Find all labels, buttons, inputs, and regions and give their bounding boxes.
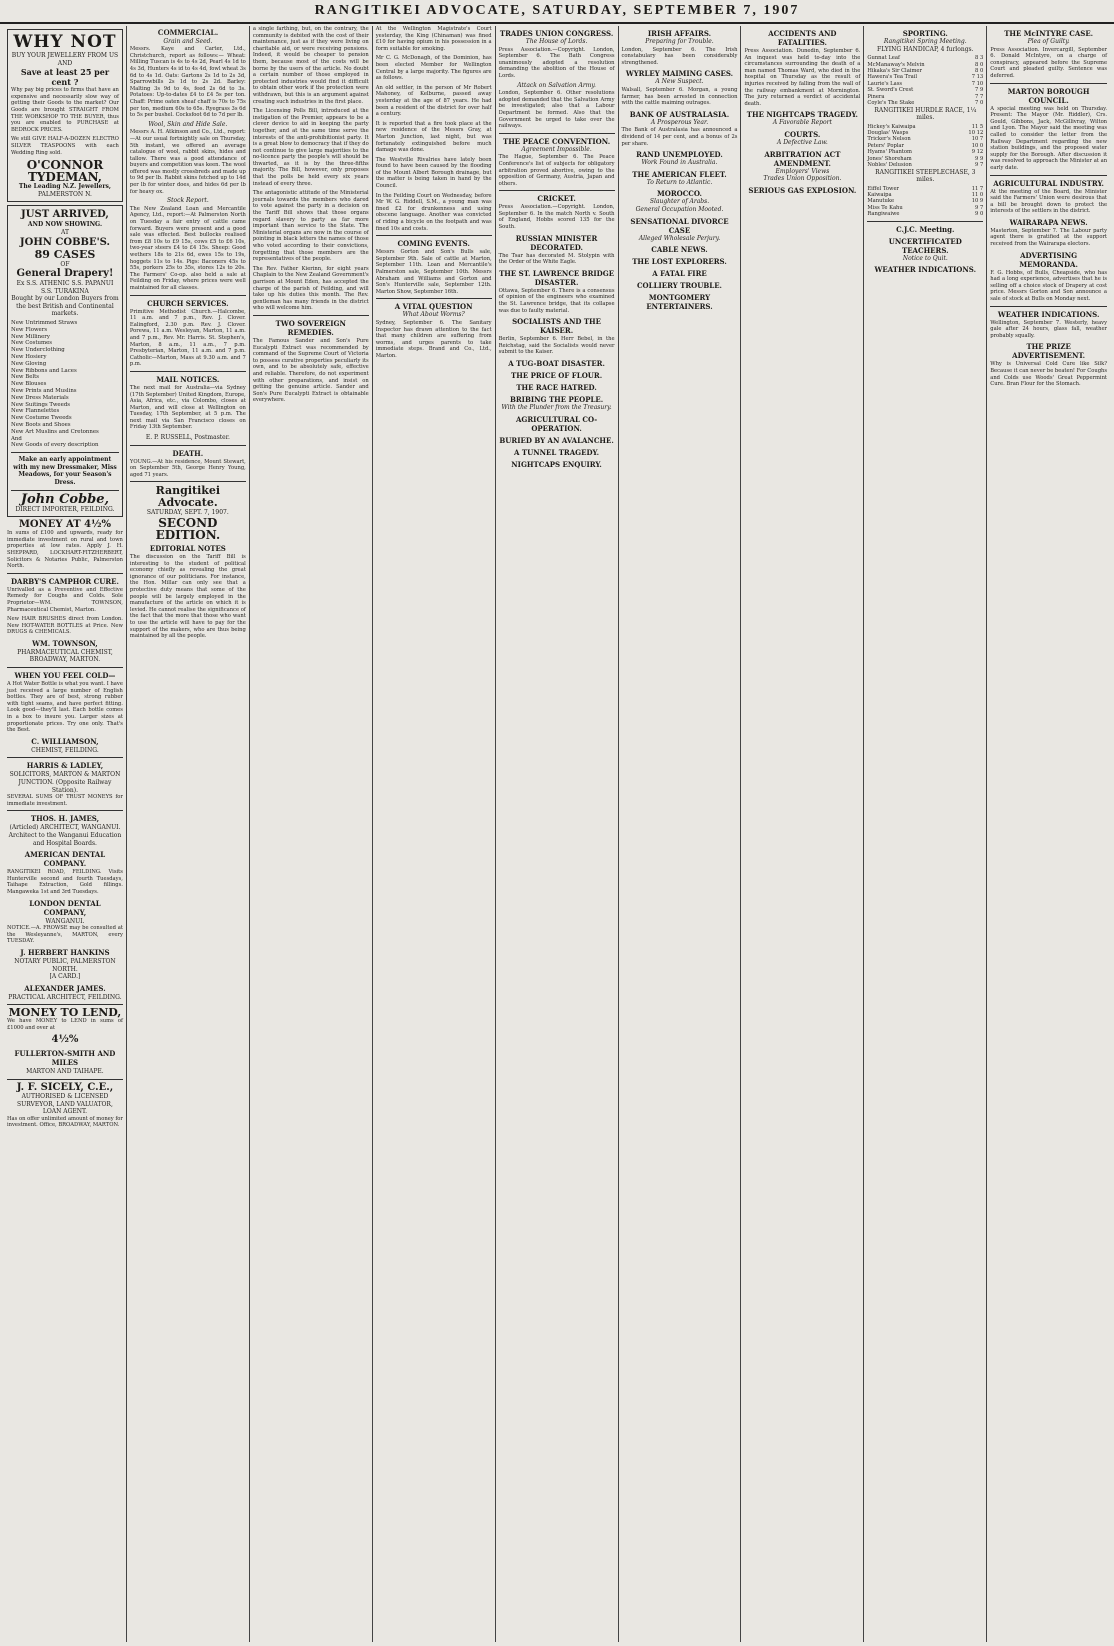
edition-date: SATURDAY, SEPT. 7, 1907. xyxy=(146,509,229,517)
race-entry-weight: 9 7 xyxy=(975,162,984,169)
heading-teachers: UNCERTIFICATED TEACHERS. xyxy=(888,236,962,255)
ad-lend-rate: 4½% xyxy=(51,1034,79,1046)
race-entry-horse: Hikaka's Sir Claimer xyxy=(867,68,922,74)
masthead: RANGITIKEI ADVOCATE, SATURDAY, SEPTEMBER 7, 1907 xyxy=(0,0,1114,24)
ad-cobbe-sigsub: DIRECT IMPORTER, FEILDING. xyxy=(15,505,115,513)
article-local-3: An old settler, in the person of Mr Robert Mahoney, of Kelburne, passed away yesterday at the age of 87 years. He had been a resident of the district for over half a century. xyxy=(375,84,492,118)
subheading-guilt: Notice to Quit. xyxy=(902,254,948,262)
ad-cobbe-bought: Bought by our London Buyers from the best British and Continental markets. xyxy=(11,295,119,318)
race-entry-weight: 7 10 xyxy=(971,80,984,87)
ad-cobbe-list-item: New Costumes xyxy=(11,340,53,347)
divider xyxy=(499,190,615,191)
divider xyxy=(7,810,123,811)
heading-wyrley: WYRLEY MAIMING CASES. xyxy=(625,69,734,79)
heading-church: CHURCH SERVICES. xyxy=(147,298,229,308)
ad-cobbe-list-item: New Goods of every description xyxy=(11,442,99,449)
heading-weather-2: WEATHER INDICATIONS. xyxy=(874,265,977,275)
heading-cricket: CRICKET. xyxy=(537,194,576,204)
article-vital: Sydney, September 6. The Sanitary Inspector has drawn attention to the fact that many children are suffering from worms, and urges parents to take immediate steps. Brand and Co., Ltd., Marton. xyxy=(375,319,492,359)
heading-flying: FLYING HANDICAP, 4 furlongs. xyxy=(877,45,974,53)
heading-sporting: SPORTING. xyxy=(902,29,948,38)
divider xyxy=(990,83,1107,84)
heading-accidents: ACCIDENTS AND FATALITIES. xyxy=(768,29,837,47)
heading-nightcaps-tragedy: THE NIGHTCAPS TRAGEDY. xyxy=(746,110,858,120)
heading-bank: BANK OF AUSTRALASIA. xyxy=(629,109,730,119)
divider xyxy=(7,1079,123,1080)
article-wool: Messrs A. H. Atkinson and Co., Ltd., report:—At our usual fortnightly sale on Thursday, 5th instant, we offered an average catalogue of wool, rabbit skins, hides and tallow. There was a good attendance of buyers and competition was keen. The wool offered was mostly crossbreds and made up to 9d per lb. Rabbit skins fetched up to 14d per lb for winter does, and hides 6d per lb for heavy ox. xyxy=(129,129,246,195)
race-entry-weight: 10 0 xyxy=(971,142,984,149)
article-local-5: The Westville Rivalries have lately been found to have been caused by the flooding of the Mount Albert Borough drainage, but the matter is being taken in hand by the Council. xyxy=(375,156,492,190)
divider xyxy=(376,235,492,236)
article-local-4: It is reported that a fire took place at the new residence of the Messrs Gray, at Marton Junction, last night, but was fortunately extinguished before much damage was done. xyxy=(375,120,492,154)
article-postmaster: E. P. RUSSELL, Postmaster. xyxy=(145,434,230,442)
heading-hatred: THE RACE HATRED. xyxy=(516,383,597,392)
race-entry-weight: 9 0 xyxy=(975,211,984,218)
ad-james-name: THOS. H. JAMES, xyxy=(30,814,100,824)
article-weather: Wellington, September 7. Westerly, heavy gale after 24 hours, glass fall, weather probably squally. xyxy=(990,319,1108,339)
subheading-lords: The House of Lords. xyxy=(525,38,588,45)
article-prize: Why is Universal Cold Cure like Silk? Because it can never be beaten! For Coughs and Colds use Woods' Great Peppermint Cure. Bran Flour for the Stomach. xyxy=(990,361,1108,388)
article-cricket: Press Association.—Copyright. London, September 6. In the match North v. South of England, Hobbs scored 135 for the South. xyxy=(498,204,615,231)
heading-cjc: C.J.C. Meeting. xyxy=(896,224,955,234)
article-kaiser: Berlin, September 6. Herr Bebel, in the Reichstag, said the Socialists would never submit to the Kaiser. xyxy=(498,336,615,356)
race-entry-weight: 8 3 xyxy=(975,55,984,62)
race-entry-weight: 9 9 xyxy=(975,155,984,162)
heading-tunnel: A TUNNEL TRAGEDY. xyxy=(514,447,600,457)
article-coming-events: Messrs Gorton and Son's Bulls sale, September 9th. Sale of cattle at Marton, September 11th. Loan and Mercantile's Palmerston sale, September 10th. Messrs Abraham and Williams and Gorton and Son's Hunterville sale, September 12th. Marton Show, September 16th. xyxy=(375,249,492,295)
article-editorial-4: The Rev. Father Kierinn, for eight years Chaplain to the New Zealand Government's garrison at Mount Eden, has accepted the charge of the parish of Feilding, and will take up his duties this month. The Rev. gentleman has many friends in the district who will welcome him. xyxy=(252,265,369,312)
race-entry-weight: 7 7 xyxy=(975,93,984,100)
ad-whynot-line1: BUY YOUR JEWELLERY FROM US AND xyxy=(11,52,119,67)
race-entry xyxy=(867,162,983,168)
heading-colliery: COLLIERY TROUBLE. xyxy=(636,281,722,291)
race-entry-weight: 8 0 xyxy=(975,68,984,74)
divider xyxy=(376,298,492,299)
ad-feel-headline: WHEN YOU FEEL COLD— xyxy=(14,671,116,681)
race-entry-horse: Gunnat Leaf xyxy=(867,55,900,62)
column-advertisements xyxy=(4,26,127,1642)
subheading-plunder: With the Plunder from the Treasury. xyxy=(501,404,612,411)
race-entry-horse: Laurie's Lass xyxy=(867,80,903,87)
article-bank: The Bank of Australasia has announced a dividend of 14 per cent, and a bonus of 2s per share. xyxy=(621,127,738,147)
ad-dental-body: RANGITIKEI ROAD, FEILDING. Visits Hunterville second and fourth Tuesdays, Taihape Extraction, Gold fillings. Mangaweka 1st and 3rd Tuesdays. xyxy=(7,869,123,895)
divider xyxy=(130,445,246,446)
subheading-atlantic: To Return to Atlantic. xyxy=(646,178,713,186)
column-cables-1 xyxy=(496,26,619,1642)
column-local-news xyxy=(373,26,496,1642)
ad-williamson-name: C. WILLIAMSON, xyxy=(31,736,99,746)
ad-cobbe-list-item: New Boots and Shoes xyxy=(11,422,71,429)
ad-fullerton-sub: MARTON AND TAIHAPE. xyxy=(26,1068,104,1076)
subheading-guilty: Plea of Guilty. xyxy=(1027,38,1070,45)
ad-london-name: LONDON DENTAL COMPANY, xyxy=(29,898,101,917)
race-entry-horse: Tricker's Nelson xyxy=(867,136,911,143)
race-entry-weight: 9 7 xyxy=(975,204,984,211)
article-editorial-2: The Licensing Polls Bill, introduced at the instigation of the Premier, appears to be a clever device to aid in keeping the party together, and at the same time serve the interests of the anti-prohibitionist party. It is a great blow to democracy that if they do not continue to give large majorities to the no-licence party the people's will should be thwarted, as it is by the three-fifths majority. The Bill, however, only proposes that the polls be held every six years instead of every three. xyxy=(252,108,369,187)
subheading-suspect: A New Suspect. xyxy=(655,78,704,86)
ad-williamson-sub: CHEMIST, FEILDING. xyxy=(31,746,99,754)
race-entry-weight: 10 12 xyxy=(968,130,984,137)
heading-kaiser: SOCIALISTS AND THE KAISER. xyxy=(512,317,602,336)
ad-cobbe-list-item: New Hosiery xyxy=(11,354,47,361)
ad-whynot-line2: Save at least 25 per cent ? xyxy=(20,67,110,88)
ad-cobbe-list-item: New Costume Tweeds xyxy=(11,415,72,422)
heading-death: DEATH. xyxy=(172,448,204,458)
column-sporting xyxy=(864,26,987,1642)
column-commercial xyxy=(127,26,250,1642)
ad-cobbe-list-item: New Belts xyxy=(11,374,40,381)
article-agree: The Hague, September 6. The Peace Conference's list of subjects for obligatory arbitration proved abortive, owing to the opposition of Germany, Austria, Japan and others. xyxy=(498,154,615,187)
ad-cobbe-name: JOHN COBBE'S. xyxy=(19,236,111,248)
article-editorial-3: The antagonistic attitude of the Ministerial journals towards the members who dared to vote against the party in a decision on the Tariff Bill shows that those organs regard slavery to party as far more important than service to the State. The Ministerial organs are now in the course of pointing in black letters the names of those who voted according to their convictions, forgetting that those members are the representatives of the people. xyxy=(252,190,369,263)
heading-bridge: THE ST. LAWRENCE BRIDGE DISASTER. xyxy=(499,268,615,287)
ad-lend-headline: MONEY TO LEND, xyxy=(8,1006,122,1020)
heading-divorce: SENSATIONAL DIVORCE CASE xyxy=(630,216,729,235)
article-editorial: The discussion on the Tariff Bill is interesting to the student of political economy chiefly as revealing the great ignorance of our politicians. For instance, the Hon. Millar can only see that a protective duty means that some of the people will be largely employed in the manufacture of the article on which it is levied. He cannot realise the significance of the fact that the more that those who want to use the article will have to pay for the support of the makers, who are thus being maintained by all the people. xyxy=(129,554,246,640)
divider xyxy=(130,371,246,372)
article-church: Primitive Methodist Church.—Halcombe, 11 a.m. and 7 p.m., Rev. J. Clover. Ealingford, 2.30 p.m. Rev. J. Clover. Porewa, 11 a.m. Wesleyan, Marton, 11 a.m. and 7 p.m., Rev. Mr. Harris. St. Stephen's, Marton, 8 a.m., 11 a.m., 7 p.m. Presbyterian, Marton, 11 a.m. and 7 p.m. Catholic—Marton, Mass at 9.30 a.m. and 7 p.m. xyxy=(129,308,246,368)
ad-darby-headline: DARBY'S CAMPHOR CURE. xyxy=(10,576,119,586)
article-editorial-1: a single farthing, but, on the contrary, the community is debited with the cost of their maintenance, just as if they were living on charitable aid, or were receiving pensions. Indeed, it would be cheaper to pension them, because most of the costs will be borne by the users of the article. No doubt a certain number of those employed in protected industries would find it difficult to obtain other work if the protection were withdrawn, but this is an argument against creating such industries in the first place. xyxy=(252,26,369,105)
heading-fatal-fire: A FATAL FIRE xyxy=(652,269,707,279)
article-remedies: The Famous Sander and Son's Pure Eucalypti Extract was recommended by command of the Supreme Court of Victoria to possess curative properties peculiarly its own, and to be absolutely safe, effective and reliable. Therefore, do not experiment with other preparations, and insist on getting the genuine article. Sander and Son's Pure Eucalypti Extract is obtainable everywhere. xyxy=(252,337,369,404)
heading-tugboat: A TUG-BOAT DISASTER. xyxy=(508,359,605,368)
heading-mcintyre: THE McINTYRE CASE. xyxy=(1004,29,1094,38)
race-entry-weight: 11 5 xyxy=(971,123,984,130)
race-entry-weight: 11 0 xyxy=(971,192,984,199)
article-bridge: Ottawa, September 6. There is a consensus of opinion of the engineers who examined the St. Lawrence bridge, that its collapse was due to faulty material. xyxy=(498,287,615,314)
subheading-arabs: Slaughter of Arabs. xyxy=(649,198,710,206)
article-army: London, September 6. Other resolutions adopted demanded that the Salvation Army be investigated; also that a Labour Department be formed. Also that the Government be urged to take over the railways. xyxy=(498,90,615,130)
ad-lend-line: We have MONEY to LEND in sums of £1000 and over at xyxy=(7,1018,123,1031)
subheading-meeting: Rangitikei Spring Meeting. xyxy=(883,38,967,45)
heading-cooperation: AGRICULTURAL CO-OPERATION. xyxy=(515,414,598,433)
ad-townson-name: WM. TOWNSON, xyxy=(32,638,98,648)
race-steeple xyxy=(867,186,983,218)
race-entry-horse: Eiffel Tower xyxy=(867,185,900,192)
ad-whynot-body: Why pay big prices to firms that have an expensive and necessarily slow way of getting their Goods to the market? Our Goods are brought STRAIGHT FROM THE WORKSHOP TO THE BUYER, thus you are enabled to PURCHASE at BEDROCK PRICES. xyxy=(11,87,119,133)
heading-cable: CABLE NEWS. xyxy=(651,245,708,255)
ad-cobbe-draper: General Drapery! xyxy=(16,268,114,280)
divider xyxy=(7,667,123,668)
race-entry-horse: Kaiwaipa xyxy=(867,192,892,199)
heading-vital: A VITAL QUESTION xyxy=(394,302,473,312)
ad-money-headline: MONEY AT 4½% xyxy=(18,519,112,531)
race-flying xyxy=(867,55,983,106)
ad-oconnor-name1: O'CONNOR xyxy=(26,158,104,173)
heading-bribing: BRIBING THE PEOPLE. xyxy=(509,395,604,404)
heading-arbitration: ARBITRATION ACT AMENDMENT. xyxy=(764,149,841,168)
ad-cobbe-list-item: New Suitings Tweeds xyxy=(11,401,71,408)
heading-irish: IRISH AFFAIRS. xyxy=(647,29,712,38)
ad-alexander-card: [A CARD.] xyxy=(49,973,81,981)
ad-hair: New HAIR BRUSHES direct from London. New HOT-WATER BOTTLES at Price. New DRUGS & CHEMICALS. xyxy=(7,616,123,636)
race-hurdle xyxy=(867,124,983,169)
race-entry xyxy=(867,211,983,217)
article-russian: The Tsar has decorated M. Stolypin with the Order of the White Eagle. xyxy=(498,252,615,266)
subheading-views: Employers' Views xyxy=(775,167,830,175)
ad-several: SEVERAL SUMS OF TRUST MONEYS for immediate investment. xyxy=(7,794,123,807)
article-local-2: Mr C. G. McDonagh, of the Dominion, has been elected Member for Wellington Central by a large majority. The figures are as follows. xyxy=(375,55,492,82)
ad-sicely-sub: AUTHORISED & LICENSED SURVEYOR, LAND VALUATOR, LOAN AGENT. xyxy=(17,1093,113,1116)
subheading-occupation: General Occupation Mooted. xyxy=(635,205,724,213)
heading-editorial: EDITORIAL NOTES xyxy=(149,544,226,554)
divider xyxy=(867,221,983,222)
heading-hurdle: RANGITIKEI HURDLE RACE, 1¼ miles. xyxy=(874,107,977,122)
race-entry-weight: 7 13 xyxy=(971,74,984,81)
ad-whynot-headline: WHY NOT xyxy=(13,32,117,52)
subheading-year: A Prosperous Year. xyxy=(650,118,709,126)
divider xyxy=(130,481,246,482)
heading-wairarapa: WAIRARAPA NEWS. xyxy=(1009,217,1088,227)
article-agri: At the meeting of the Board, the Minister said the Farmers' Union were desirous that a bill be brought down to protect the interests of the settlers in the district. xyxy=(990,188,1108,215)
ad-sicely-name: J. F. SICELY, C.E., xyxy=(16,1082,114,1094)
divider xyxy=(11,452,119,453)
column-cables-2 xyxy=(619,26,742,1642)
race-entry-horse: McManaway's Melvin xyxy=(867,61,925,68)
race-entry-weight: 11 7 xyxy=(971,185,984,192)
article-advertising: F. G. Hobbs, of Bulls, Cheapside, who has had a long experience, advertises that he is selling off a choice stock of Drapery at cost price. Messrs Gorton and Son announce a sale of stock at Bulls on Monday next. xyxy=(990,269,1108,303)
race-entry-horse: Jones' Shoreham xyxy=(867,155,912,162)
race-entry-horse: Hickey's Kaiwaipa xyxy=(867,123,916,130)
ad-cobbe-list xyxy=(11,320,119,449)
divider xyxy=(990,306,1107,307)
subheading-agree: Agreement Impossible. xyxy=(521,145,592,153)
subheading-vital: What About Worms? xyxy=(402,311,465,319)
race-entry-horse: Hawera's Tea Trail xyxy=(867,74,917,81)
race-entry-weight: 7 0 xyxy=(975,100,984,107)
ad-cobbe-showing: AND NOW SHOWING. xyxy=(27,221,103,229)
ad-cobbe-ships: Ex S.S. ATHENIC S.S. PAPANUI S.S. TURAKINA xyxy=(16,280,114,295)
subheading-opposition: Trades Union Opposition. xyxy=(763,175,842,183)
heading-avalanche: BURIED BY AN AVALANCHE. xyxy=(499,435,614,445)
subheading-trouble: Preparing for Trouble. xyxy=(645,38,714,45)
divider xyxy=(7,573,123,574)
article-grain: Messrs. Kaye and Carter, Ltd., Christchurch, report as follows:— Wheat: Milling Tuscan is 4s to 4s 2d, Pearl 4s 1d to 4s 3d, Hunters 4s id to 4s 4d, fowl wheat 3s 6d to 4s 1d. Oats: Gartons 2s 1d to 2s 3d, Sparrowbills 2s 1d to 2s 2d. Barley: Malting 3s 9d to 4s, feed 2s 6d to 3s. Potatoes: Up-to-dates £4 to £4 5s per ton. Chaff: Prime oaten sheaf chaff is 70s to 75s per ton, medium 60s to 65s. Ryegrass 3s 6d to 5s per bushel. Cocksfoot 6d to 7d per lb. xyxy=(129,46,246,119)
article-accidents: Press Association. Dunedin, September 6. An inquest was held to-day into the circumstances surrounding the death of a man named Thomas Ward, who died in the hospital on Thursday as the result of injuries received by falling from the wall of the railway embankment at Mornington. The jury returned a verdict of accidental death. xyxy=(744,48,861,107)
heading-weather: WEATHER INDICATIONS. xyxy=(997,309,1100,319)
ad-alexander-name: ALEXANDER JAMES. xyxy=(24,983,106,993)
ad-whynot-offer: We still GIVE HALF-A-DOZEN ELECTRO SILVER TEASPOONS with each Wedding Ring sold. xyxy=(11,136,119,156)
heading-second-edition: SECOND EDITION. xyxy=(155,516,221,543)
ad-notice: NOTICE.—A. FROWSE may be consulted at the Wesleyanne's, MARTON, every TUESDAY. xyxy=(7,925,123,945)
ad-cobbe-arrived: JUST ARRIVED, xyxy=(21,209,109,221)
column-accidents xyxy=(741,26,864,1642)
subheading-work: Work Found in Australia. xyxy=(641,159,718,167)
heading-prize: THE PRIZE ADVERTISEMENT. xyxy=(1012,342,1086,361)
heading-wool: Wool, Skin and Hide Sale. xyxy=(148,120,228,128)
heading-agri: AGRICULTURAL INDUSTRY. xyxy=(993,178,1104,188)
subheading-law: A Defective Law. xyxy=(776,138,828,146)
ad-townson-sub: PHARMACEUTICAL CHEMIST, BROADWAY, MARTON. xyxy=(17,648,113,664)
article-wairarapa: Masterton, September 7. The Labour party agent there is gratified at the support received from the Wairarapa electors. xyxy=(990,227,1108,248)
heading-council: MARTON BOROUGH COUNCIL. xyxy=(1007,86,1090,105)
ad-harris-name: HARRIS & LADLEY, xyxy=(26,761,104,771)
column-editorial xyxy=(250,26,373,1642)
race-entry-weight: 10 9 xyxy=(971,198,984,205)
ad-darby-body: Unrivalled as a Preventive and Effective Remedy for Coughs and Colds. Sole Proprietor—WM. TOWNSON, Pharmaceutical Chemist, Marton. xyxy=(7,586,123,613)
ad-harris-sub: SOLICITORS, MARTON & MARTON JUNCTION. (Opposite Railway Station). xyxy=(9,771,121,794)
ad-oconnor-sub: The Leading N.Z. Jewellers, xyxy=(18,183,111,191)
heading-grain: Grain and Seed. xyxy=(163,37,213,45)
ad-whynot xyxy=(7,29,123,202)
ad-cobbe-list-item: New Flannelettes xyxy=(11,408,60,415)
ad-cobbe-list-item: New Gloving xyxy=(11,360,47,367)
ad-oconnor-place: PALMERSTON N. xyxy=(38,190,92,198)
ad-cobbe-of: OF xyxy=(60,260,70,268)
heading-commercial: COMMERCIAL. xyxy=(157,28,218,37)
race-entry-horse: Pinera xyxy=(867,93,885,100)
ad-cobbe-dress: Make an early appointment with my new Dressmaker, Miss Meadows, for your Season's Dress. xyxy=(13,456,117,486)
ad-money-body: In sums of £100 and upwards, ready for immediate investment on rural and town properties at low rates. Apply J. H. SHEPPARD, LOCKHART-FITZHERBERT, Solicitors & Notaries Public, Palmerston North. xyxy=(7,530,123,570)
article-lords: Press Association.—Copyright. London, September 6. The Bath Congress unanimously adopted a resolution demanding the abolition of the House of Lords. xyxy=(498,46,615,79)
heading-morocco: MOROCCO. xyxy=(656,189,702,199)
race-entry-weight: 8 0 xyxy=(975,61,984,68)
heading-advertising: ADVERTISING MEMORANDA. xyxy=(1019,250,1078,269)
ad-cobbe-list-item: New Ribbons and Laces xyxy=(11,367,77,374)
ad-cobbe-list-item: New Dress Materials xyxy=(11,394,69,401)
ad-feel-body: A Hot Water Bottle is what you want. I have just received a large number of English bottles. They are of best, strong rubber with tight seams, and have perfect fitting. Look good—they'll last. Each bottle comes in a box to insure you. Larger sizes at proportionate prices. Try one only. That's the Best. xyxy=(7,681,123,734)
ad-cobbe-list-item: New Millinery xyxy=(11,333,50,340)
heading-courts: COURTS. xyxy=(784,129,821,139)
ad-oconnor-name2: TYDEMAN, xyxy=(27,170,102,185)
heading-coming-events: COMING EVENTS. xyxy=(397,239,470,249)
divider xyxy=(253,315,369,316)
race-entry-horse: Hyams' Phantom xyxy=(867,149,912,156)
race-entry-weight: 7 9 xyxy=(975,87,984,94)
ad-cobbe-list-item: New Blouses xyxy=(11,381,47,388)
ad-cobbe-list-item: New Flowers xyxy=(11,326,48,333)
heading-stock: Stock Report. xyxy=(166,197,209,205)
race-entry-weight: 9 12 xyxy=(971,149,984,156)
article-local-1: At the Wellington Magistrate's Court yesterday, the King (Chinaman) was fined £10 for having opium in his possession in a form suitable for smoking. xyxy=(375,26,492,52)
ad-cobbe-list-item: New Art Muslins and Cretonnes xyxy=(11,428,99,435)
heading-rand: RAND UNEMPLOYED. xyxy=(636,150,723,160)
divider xyxy=(7,1004,123,1005)
ad-cobbe-list-item: New Underclothing xyxy=(11,347,65,354)
heading-mail: MAIL NOTICES. xyxy=(156,374,220,384)
race-entry xyxy=(867,100,983,106)
column-mcintyre xyxy=(987,26,1110,1642)
ad-hankins-name: J. HERBERT HANKINS xyxy=(20,947,110,957)
ad-dental-name: AMERICAN DENTAL COMPANY. xyxy=(24,850,106,869)
race-entry-horse: Douglas' Wasps xyxy=(867,130,909,137)
heading-nightcaps: NIGHTCAPS ENQUIRY. xyxy=(511,459,602,469)
article-stock: The New Zealand Loan and Mercantile Agency, Ltd., report:—At Palmerston North on Tuesday a fair entry of cattle came forward. Buyers were present and a good sale was effected. Best bullocks realised from £8 10s to £9 15s, cows £5 to £6 10s, two-year steers £4 to £4 15s. Sheep: Good wethers 18s to 21s 6d, ewes 15s to 19s, hoggets 11s to 14s. Pigs: Baconers 45s to 55s, porkers 25s to 35s, stores 12s to 20s. The Farmers' Co-op. also held a sale at Feilding on Friday, where prices were well maintained for all classes. xyxy=(129,205,246,291)
ad-cobbe-cases: 89 CASES xyxy=(34,247,96,261)
heading-explorers: THE LOST EXPLORERS. xyxy=(632,257,727,267)
race-entry-horse: Miss Te Kahu xyxy=(867,204,903,211)
race-entry-horse: Peters' Poplar xyxy=(867,142,904,149)
divider xyxy=(7,757,123,758)
divider xyxy=(990,175,1107,176)
heading-fleet: THE AMERICAN FLEET. xyxy=(632,169,727,179)
subheading-report: A Favorable Report xyxy=(772,119,832,127)
heading-russian: RUSSIAN MINISTER DECORATED. xyxy=(515,233,598,252)
article-wyrley: Walsall, September 6. Morgan, a young farmer, has been arrested in connection with the cattle maiming outrages. xyxy=(621,86,738,107)
heading-flour: THE PRICE OF FLOUR. xyxy=(511,371,603,380)
divider xyxy=(499,133,615,134)
article-death: YOUNG.—At his residence, Mount Stewart, on September 5th, George Henry Young, aged 71 years. xyxy=(129,458,246,478)
heading-peace: THE PEACE CONVENTION. xyxy=(502,136,611,146)
divider xyxy=(130,295,246,296)
ad-alexander-sub: PRACTICAL ARCHITECT, FEILDING. xyxy=(8,993,122,1001)
columns xyxy=(4,26,1110,1642)
subheading-perjury: Alleged Wholesale Perjury. xyxy=(638,234,721,242)
ad-fullerton-name: FULLERTON-SMITH AND MILES xyxy=(14,1049,116,1068)
ad-london-sub: WANGANUI. xyxy=(45,917,85,925)
heading-gas: SERIOUS GAS EXPLOSION. xyxy=(748,185,857,195)
heading-entertainers: MONTGOMERY ENTERTAINERS. xyxy=(646,293,713,312)
ad-cobbe-list-item: New Untrimmed Straws xyxy=(11,320,78,327)
race-entry-horse: Coyle's The Stake xyxy=(867,100,915,107)
race-entry-horse: Manutuke xyxy=(867,198,895,205)
heading-steeple: RANGITIKEI STEEPLECHASE, 3 miles. xyxy=(875,169,976,184)
heading-remedies: TWO SOVEREIGN REMEDIES. xyxy=(275,318,346,337)
ad-james-sub: (Articled) ARCHITECT, WANGANUI. Architect to the Wanganui Education and Hospital Boards. xyxy=(8,824,122,847)
race-entry-horse: Nobles' Delusion xyxy=(867,162,912,169)
article-council: A special meeting was held on Thursday. Present: The Mayor (Mr. Riddler), Crs. Gould, Gibbons, Jack, McGillivray, Wilton and Lyon. The Mayor said the meeting was called to consider the letter from the Railway Department regarding the new station buildings, and the proposed water supply for the Borough. After discussion it was resolved to approach the Minister at an early date. xyxy=(990,105,1108,171)
newspaper-nameplate: Rangitikei Advocate. xyxy=(155,484,221,510)
ad-sicely-body: Has on offer unlimited amount of money for investment. Office, BROADWAY, MARTON. xyxy=(7,1115,123,1129)
ad-cobbe-list-item: New Prints and Muslins xyxy=(11,388,77,395)
ad-cobbe-list-item: And xyxy=(11,435,22,442)
article-irish: London, September 6. The Irish constabulary has been considerably strengthened. xyxy=(621,46,738,66)
article-local-6: In the Feilding Court on Wednesday, before Mr W. G. Riddell, S.M., a young man was fined £2 for drunkenness and using obscene language. Another was convicted of riding a bicycle on the footpath and was fined 10s and costs. xyxy=(375,192,492,232)
race-entry-weight: 10 7 xyxy=(971,136,984,143)
race-entry-horse: St. Sword's Crest xyxy=(867,87,914,94)
article-mcintyre: Press Association. Invercargill, September 6. Donald McIntyre, on a charge of conspiracy, appeared before the Supreme Court and pleaded guilty. Sentence was deferred. xyxy=(990,46,1108,79)
subheading-army: Attack on Salvation Army. xyxy=(517,81,596,89)
divider xyxy=(11,490,119,491)
ad-cobbe-at: AT xyxy=(60,228,69,236)
article-mail: The next mail for Australia—via Sydney (17th September) United Kingdom, Europe, Asia, Africa, etc., via Colombo, closes at Marton, and will close at Wellington on Tuesday, 17th September, at 5 p.m. The next mail via San Francisco closes on Friday 13th September. xyxy=(129,384,246,431)
heading-trades: TRADES UNION CONGRESS. xyxy=(499,29,614,38)
ad-cobbe-signature: John Cobbe, xyxy=(20,491,110,507)
race-entry-horse: Rangiwaiwe xyxy=(867,211,900,218)
ad-cobbe xyxy=(7,205,123,517)
ad-hankins-sub: NOTARY PUBLIC, PALMERSTON NORTH. xyxy=(14,957,116,973)
